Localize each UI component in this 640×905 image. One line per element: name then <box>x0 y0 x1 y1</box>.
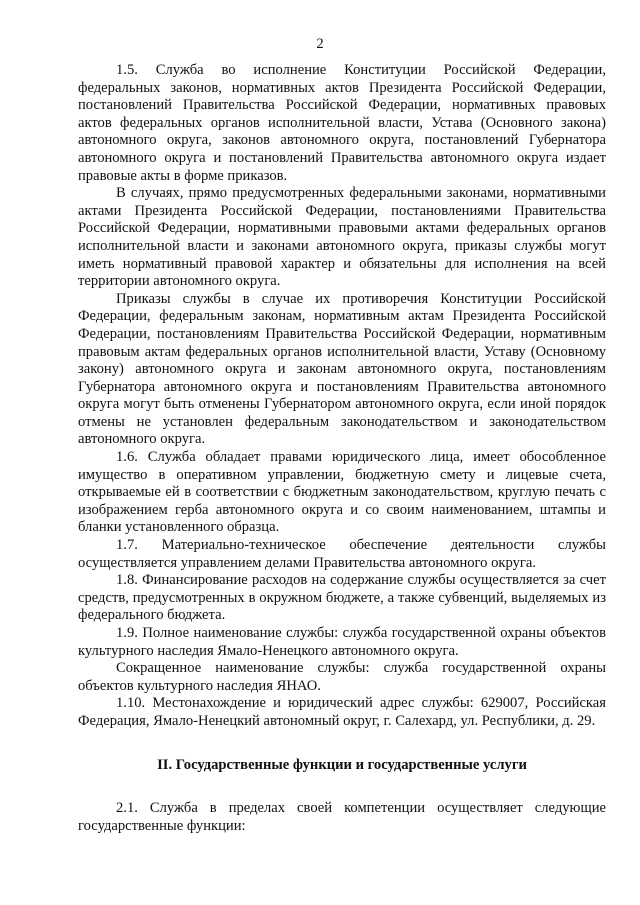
paragraph-orders-cancellation: Приказы службы в случае их противоречия Конституции Российской Федерации, федеральным законам, нормативным актам Президента Российской Федерации, постановлениям Правительства Российской Федерации, нормативным правовым актам федеральных органов исполнительной власти, Уставу (Основному закону) автономного округа и законам автономного округа, постановлениям Губернатора автономного округа и постановлениям Правительства автономного округа могут быть отменены Губернатором автономного округа, если иной порядок отмены не установлен федеральным законодательством и законодательством автономного округа. <box>78 290 606 448</box>
paragraph-1-10: 1.10. Местонахождение и юридический адрес службы: 629007, Российская Федерация, Ямало-Ненецкий автономный округ, г. Салехард, ул. Республики, д. 29. <box>78 695 606 729</box>
paragraph-1-6: 1.6. Служба обладает правами юридического лица, имеет обособленное имущество в оперативном управлении, бюджетную смету и лицевые счета, открываемые ей в соответствии с бюджетным законодательством, круглую печать с изображением герба автономного округа и со своим наименованием, штампы и бланки установленного образца. <box>78 449 606 536</box>
paragraph-2-1: 2.1. Служба в пределах своей компетенции осуществляет следующие государственные функции: <box>78 800 606 834</box>
paragraph-normative-orders: В случаях, прямо предусмотренных федеральными законами, нормативными актами Президента Российской Федерации, постановлениями Правительства Российской Федерации, нормативными правовыми актами федеральных органов исполнительной власти и законами автономного округа, приказы службы могут иметь нормативный правовой характер и обязательны для исполнения на всей территории автономного округа. <box>78 185 606 290</box>
paragraph-1-5: 1.5. Служба во исполнение Конституции Российской Федерации, федеральных законов, нормативных актов Президента Российской Федерации, постановлений Правительства Российской Федерации, нормативных правовых актов федеральных органов исполнительной власти, Устава (Основного закона) автономного округа, законов автономного округа, постановлений Губернатора автономного округа и постановлений Правительства автономного округа издает правовые акты в форме приказов. <box>78 62 606 184</box>
page-number: 2 <box>316 36 324 52</box>
document-body <box>78 62 606 835</box>
section-heading: II. Государственные функции и государственные услуги <box>157 756 527 773</box>
paragraph-1-9: 1.9. Полное наименование службы: служба государственной охраны объектов культурного наследия Ямало-Ненецкого автономного округа. <box>78 625 606 659</box>
paragraph-1-7: 1.7. Материально-техническое обеспечение деятельности службы осуществляется управлением делами Правительства автономного округа. <box>78 537 606 571</box>
section-spacer <box>78 774 606 800</box>
paragraph-1-8: 1.8. Финансирование расходов на содержание службы осуществляется за счет средств, предусмотренных в окружном бюджете, а также субвенций, выделяемых из федерального бюджета. <box>78 572 606 624</box>
paragraph-short-name: Сокращенное наименование службы: служба государственной охраны объектов культурного наследия ЯНАО. <box>78 660 606 694</box>
section-spacer <box>78 731 606 757</box>
